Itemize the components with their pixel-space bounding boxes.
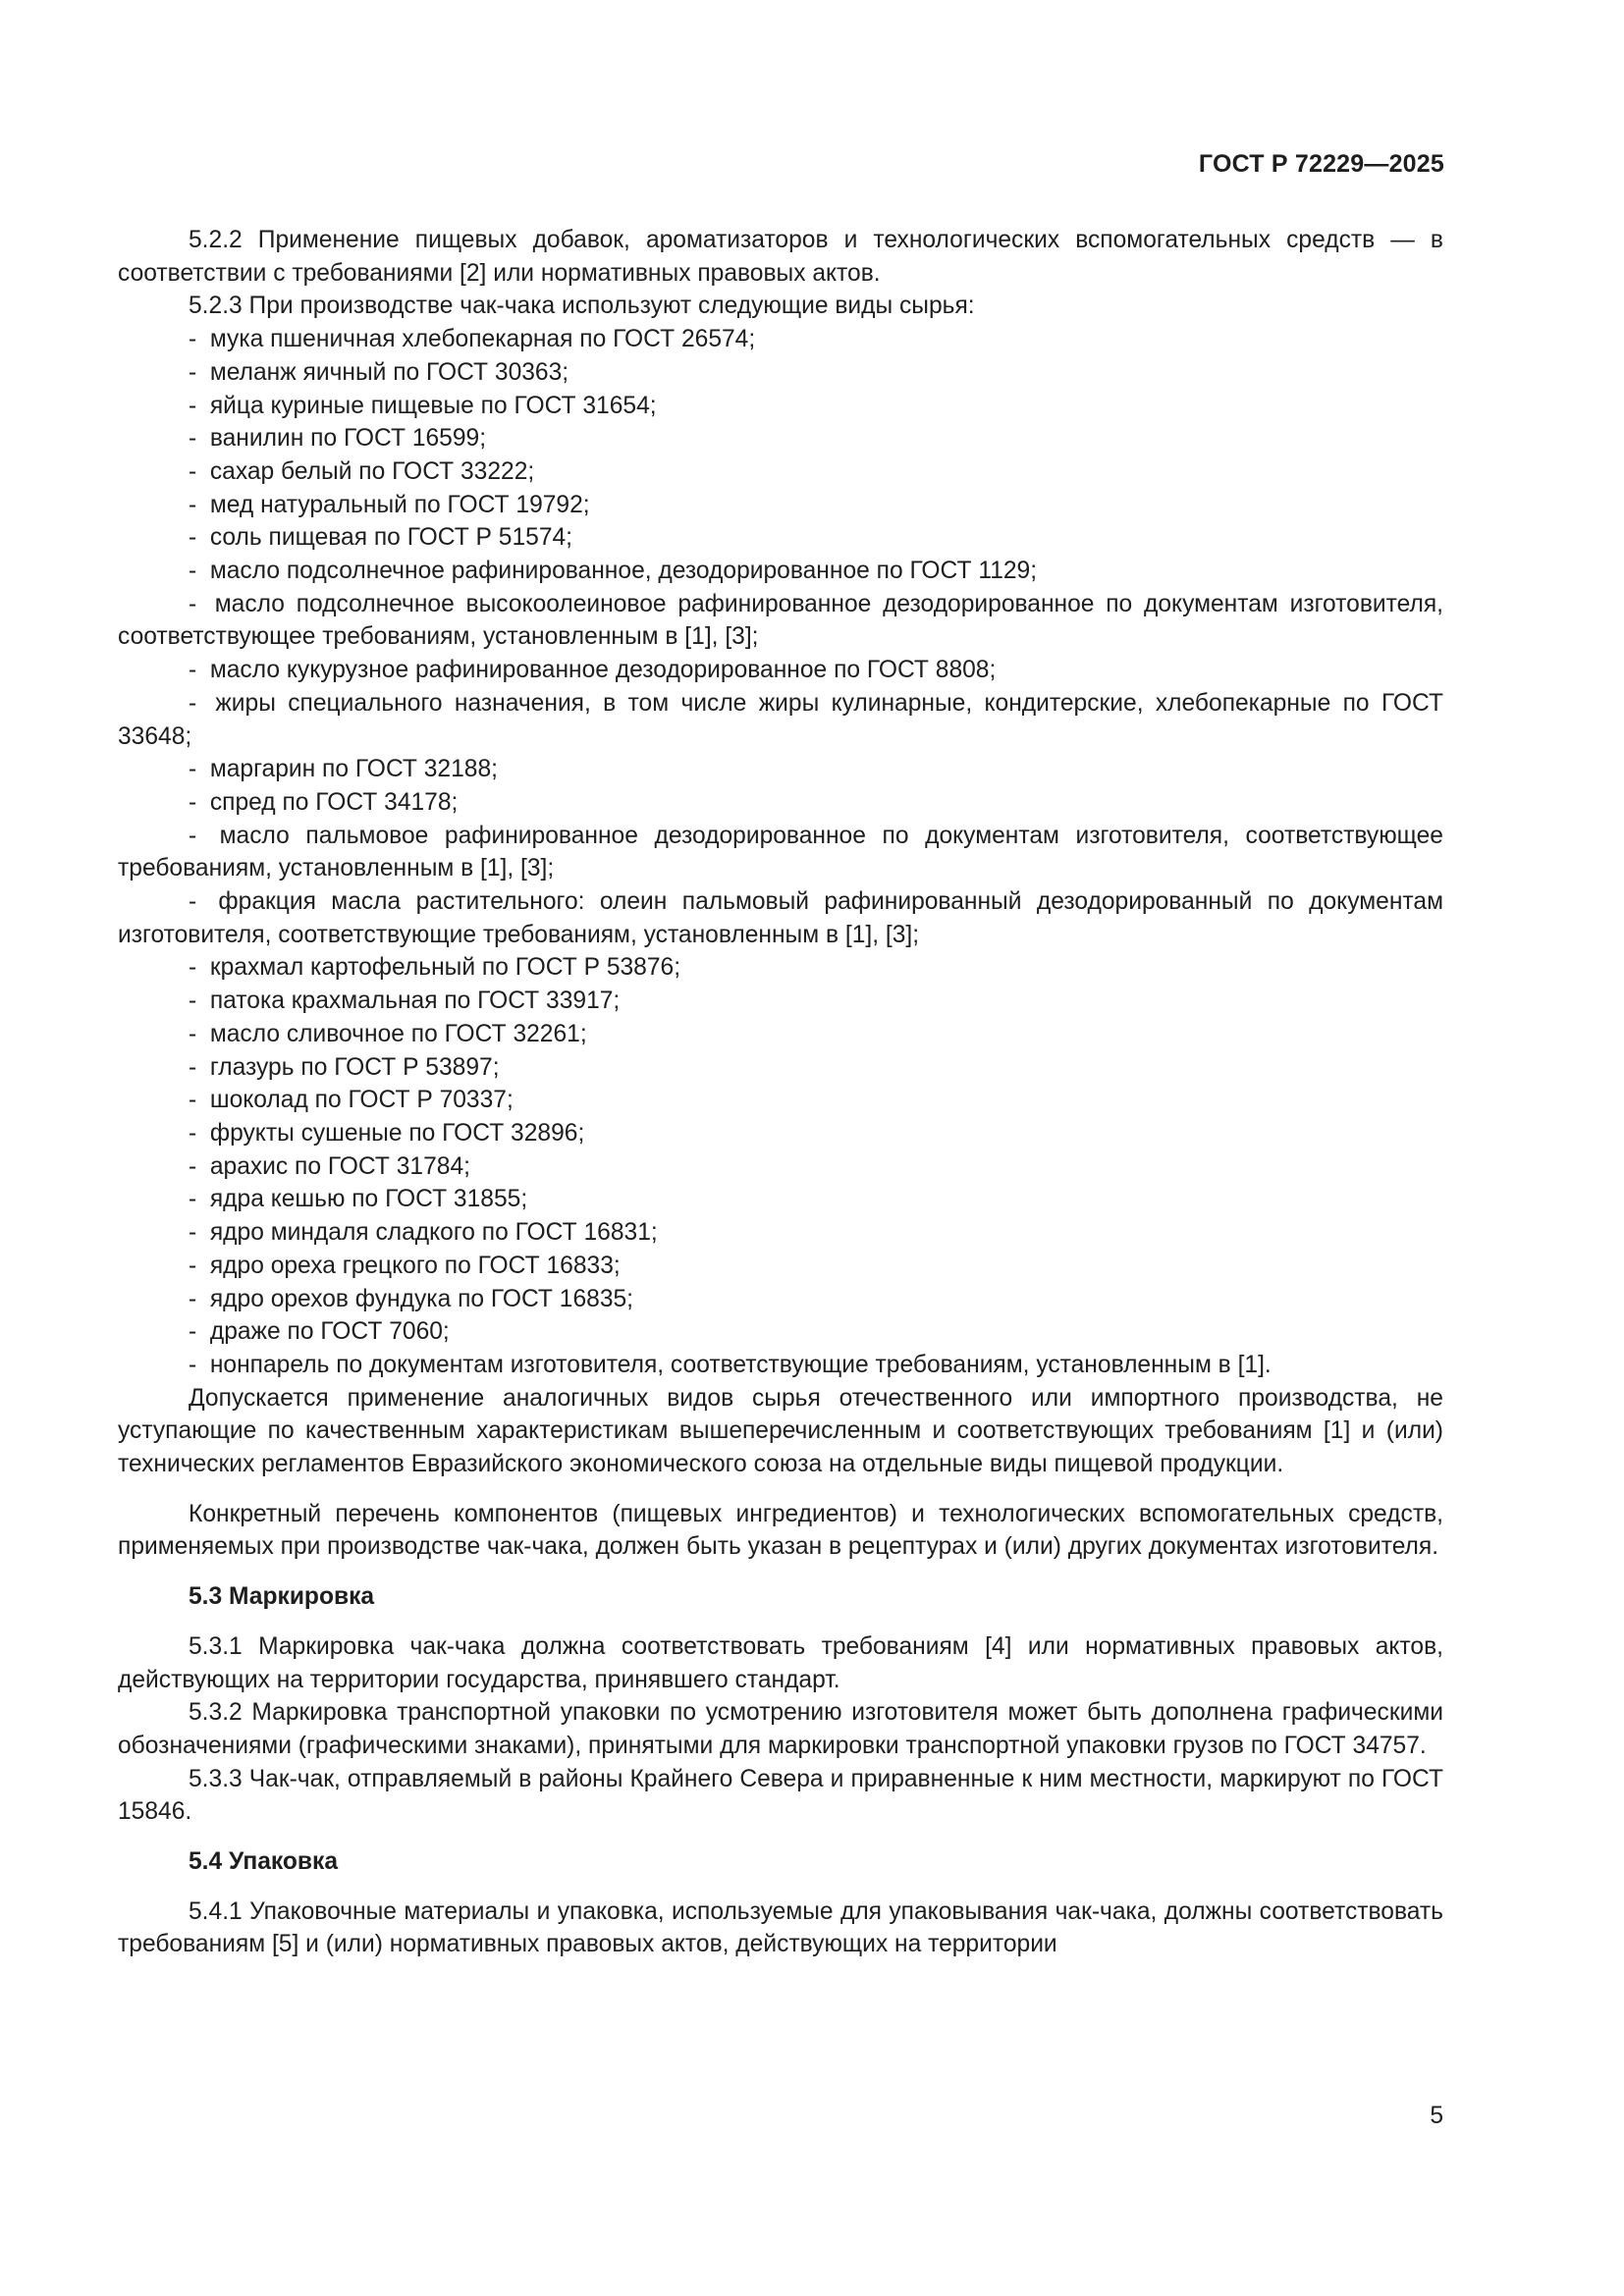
list-item: - масло подсолнечное рафинированное, дезодорированное по ГОСТ 1129; [189,558,1038,585]
list-item: - меланж яичный по ГОСТ 30363; [189,358,569,386]
standard-code: ГОСТ Р 72229—2025 [1198,150,1444,178]
list-item: - ядро миндаля сладкого по ГОСТ 16831; [189,1219,658,1247]
page-number: 5 [1430,2103,1443,2129]
paragraph-5-3-3: 5.3.3 Чак-чак, отправляемый в районы Крайнего Севера и приравненные к ним местности, маркируют по ГОСТ 15846. [118,1765,1443,1826]
list-item: - масло пальмовое рафинированное дезодорированное по документам изготовителя, соответствующее требованиям, установленным в [1], [3]; [118,822,1443,882]
list-item: - шоколад по ГОСТ Р 70337; [189,1087,514,1114]
paragraph-5-2-2: 5.2.2 Применение пищевых добавок, ароматизаторов и технологических вспомогательных средств — в соответствии с требованиями [2] или нормативных правовых актов. [118,227,1443,287]
list-item: - патока крахмальная по ГОСТ 33917; [189,988,621,1015]
list-item: - масло подсолнечное высокоолеиновое рафинированное дезодорированное по документам изготовителя, соответствующее требованиям, установленным в [1], [3]; [118,590,1443,651]
section-heading-5-4: 5.4 Упаковка [189,1848,339,1876]
list-item: - ядро ореха грецкого по ГОСТ 16833; [189,1252,621,1279]
list-item: - фрукты сушеные по ГОСТ 32896; [189,1119,585,1147]
list-item: - маргарин по ГОСТ 32188; [189,756,498,783]
list-item: - спред по ГОСТ 34178; [189,788,459,816]
list-item: - мед натуральный по ГОСТ 19792; [189,491,590,518]
list-item: - фракция масла растительного: олеин пальмовый рафинированный дезодорированный по документам изготовителя, соответствующие требованиям, установленным в [1], [3]; [118,888,1443,948]
paragraph-specific-list: Конкретный перечень компонентов (пищевых ингредиентов) и технологических вспомогательных средств, применяемых при производстве чак-чака, должен быть указан в рецептурах и (или) других документах изготовителя. [118,1500,1443,1561]
list-item: - яйца куриные пищевые по ГОСТ 31654; [189,392,657,419]
list-item: - крахмал картофельный по ГОСТ Р 53876; [189,954,681,982]
raw-materials-list [118,323,1443,1382]
list-item: - глазурь по ГОСТ Р 53897; [189,1053,500,1081]
list-item: - жиры специального назначения, в том числе жиры кулинарные, кондитерские, хлебопекарные по ГОСТ 33648; [118,689,1443,750]
list-item: - ванилин по ГОСТ 16599; [189,425,487,453]
paragraph-5-4-1: 5.4.1 Упаковочные материалы и упаковка, используемые для упаковывания чак-чака, должны соответствовать требованиям [5] и (или) нормативных правовых актов, действующих на территории [118,1897,1443,1958]
document-body [118,224,1443,1961]
paragraph-5-3-1: 5.3.1 Маркировка чак-чака должна соответствовать требованиям [4] или нормативных правовых актов, действующих на территории государства, принявшего стандарт. [118,1632,1443,1693]
list-item: - арахис по ГОСТ 31784; [189,1152,470,1180]
list-item: - драже по ГОСТ 7060; [189,1318,450,1346]
paragraph-allowed-substitutes: Допускается применение аналогичных видов сырья отечественного или импортного производства, не уступающие по качественным характеристикам вышеперечисленным и соответствующих требованиям [1] и (или) технических регламентов Евразийского экономического союза на отдельные виды пищевой продукции. [118,1384,1443,1478]
list-item: - соль пищевая по ГОСТ Р 51574; [189,524,573,552]
list-item: - масло сливочное по ГОСТ 32261; [189,1020,587,1047]
list-item: - масло кукурузное рафинированное дезодорированное по ГОСТ 8808; [189,657,997,684]
section-heading-5-3: 5.3 Маркировка [189,1583,375,1611]
paragraph-5-2-3: 5.2.3 При производстве чак-чака используют следующие виды сырья: [189,293,975,320]
list-item: - сахар белый по ГОСТ 33222; [189,457,535,485]
paragraph-5-3-2: 5.3.2 Маркировка транспортной упаковки по усмотрению изготовителя может быть дополнена графическими обозначениями (графическими знаками), принятыми для маркировки транспортной упаковки грузов по ГОСТ 34757. [118,1699,1443,1759]
list-item: - ядро орехов фундука по ГОСТ 16835; [189,1285,634,1312]
list-item: - ядра кешью по ГОСТ 31855; [189,1186,528,1213]
list-item: - мука пшеничная хлебопекарная по ГОСТ 26574; [189,326,756,353]
list-item: - нонпарель по документам изготовителя, соответствующие требованиям, установленным в [1]. [189,1351,1272,1378]
